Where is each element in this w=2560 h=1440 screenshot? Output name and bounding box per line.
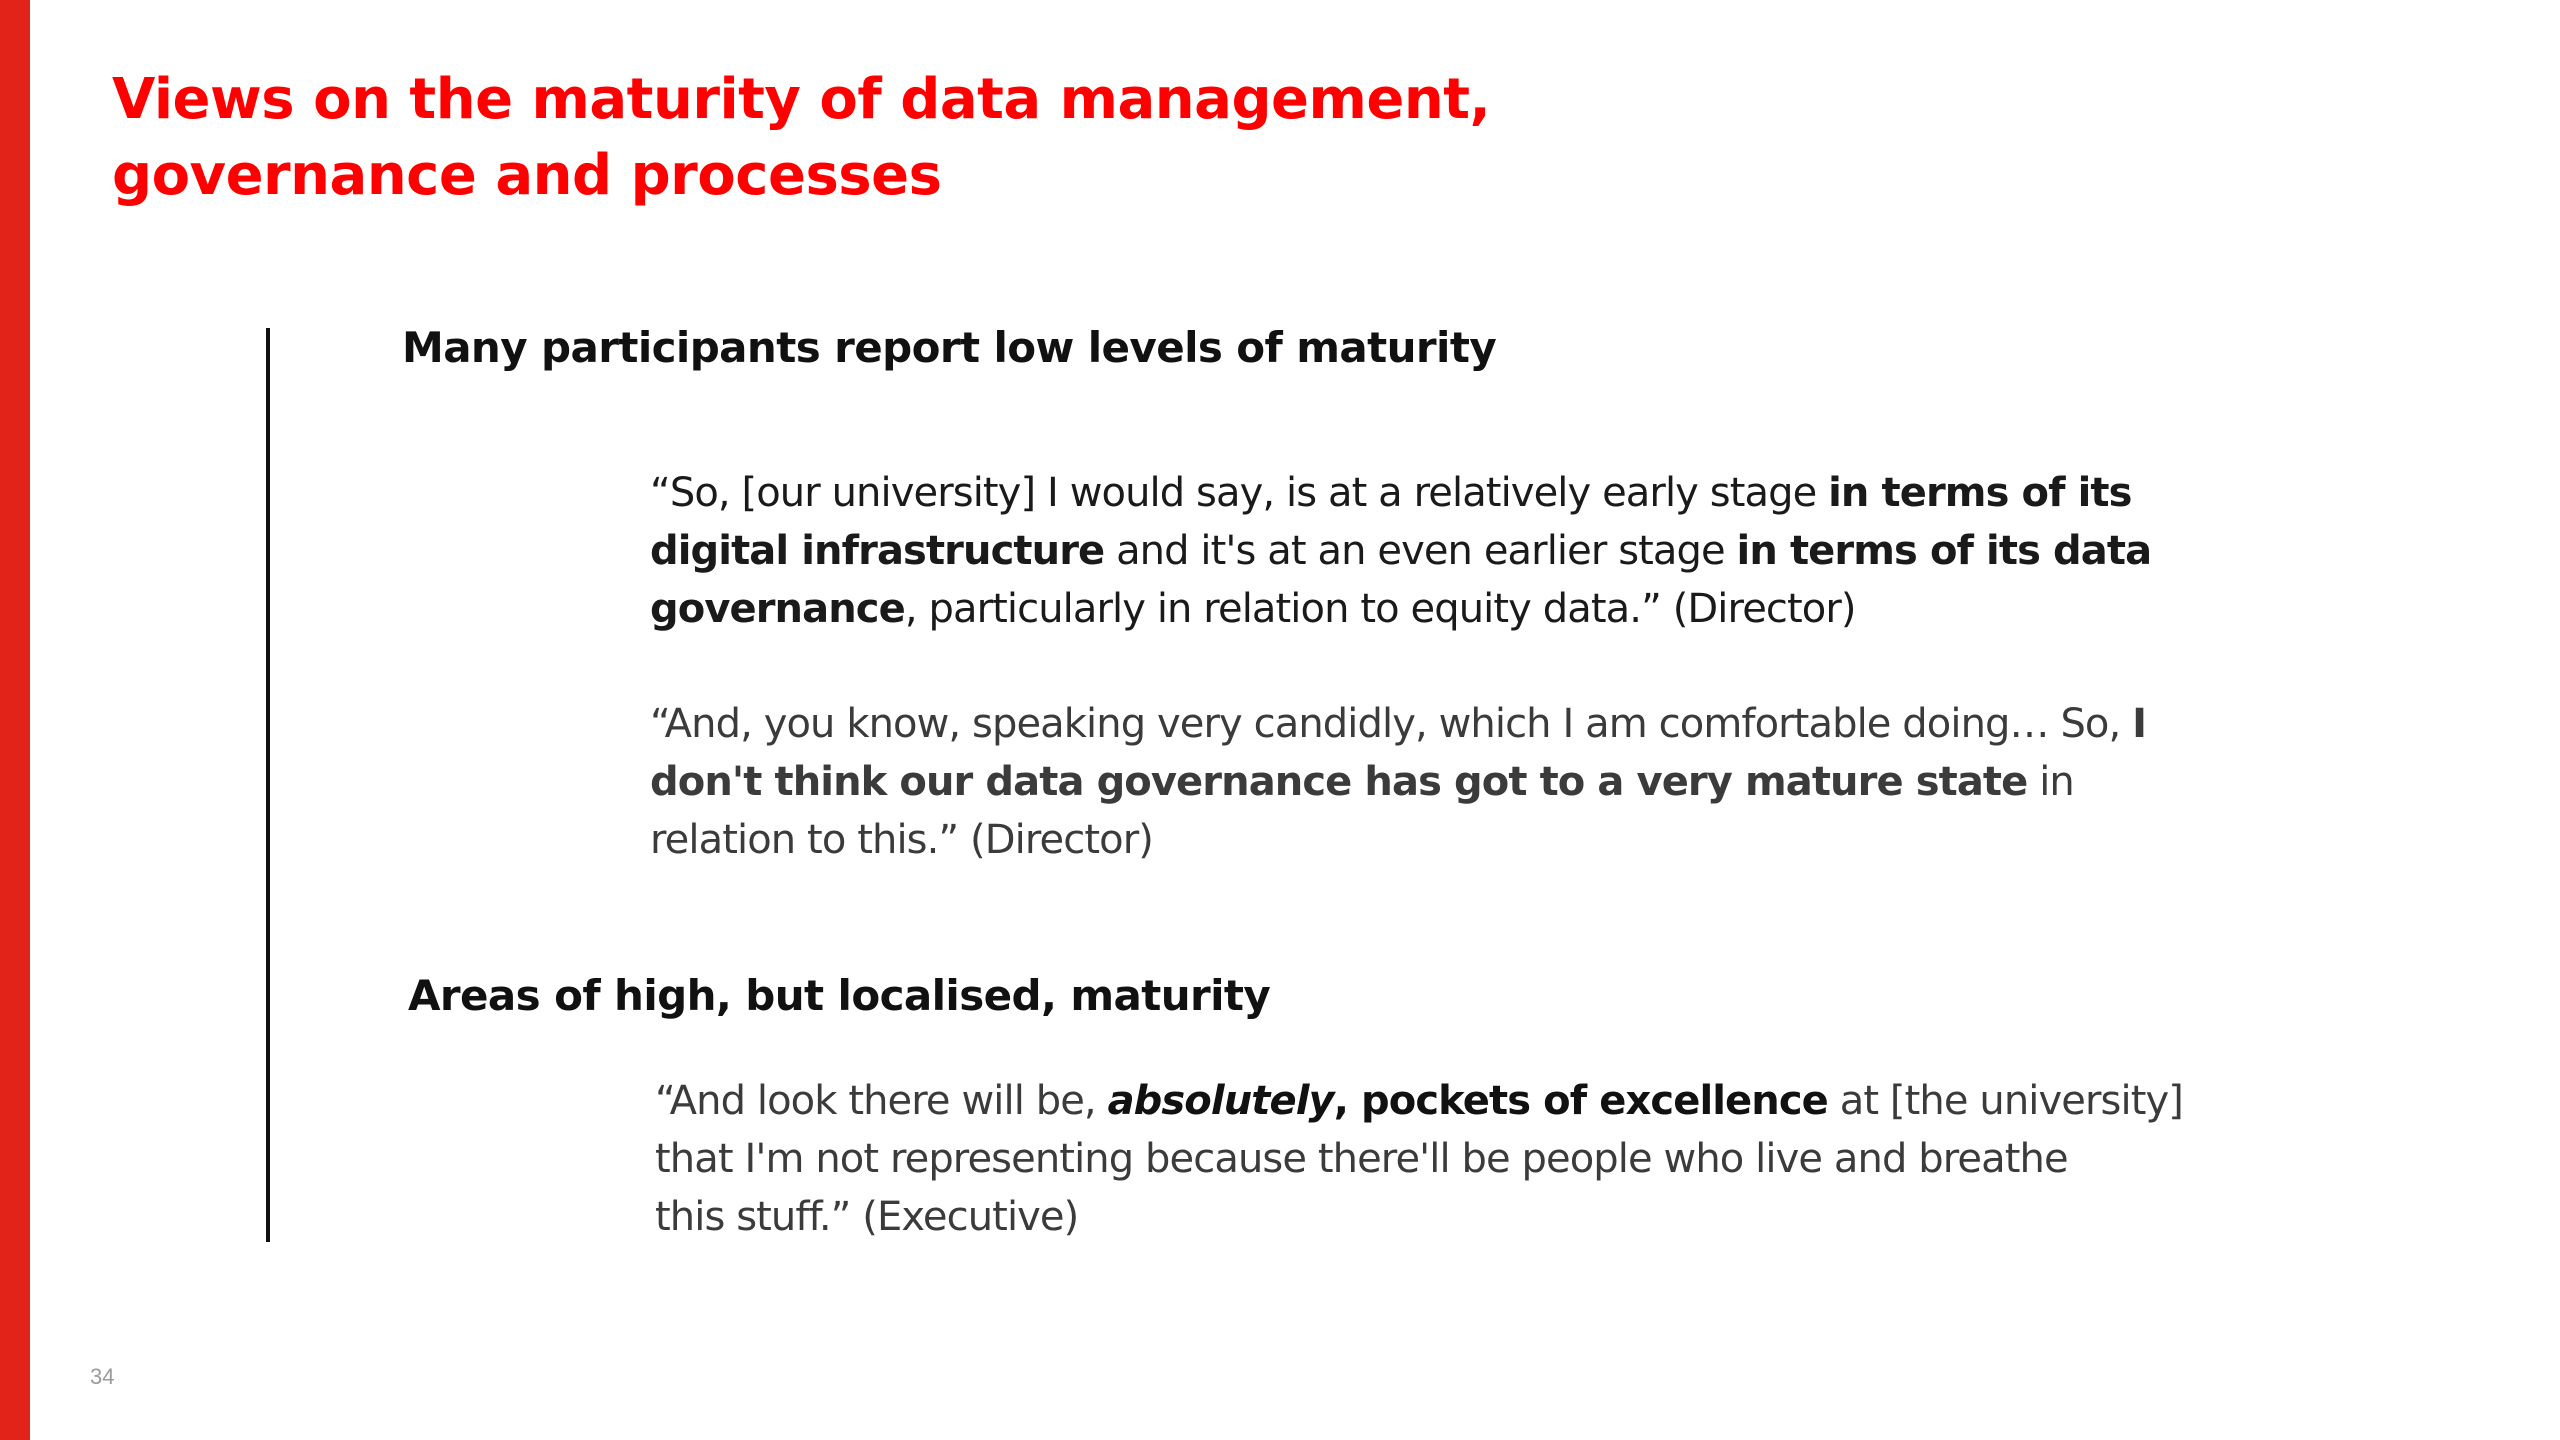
quote-director-early-stage <box>650 464 2151 638</box>
section-heading-localised-maturity: Areas of high, but localised, maturity <box>408 971 1271 1020</box>
quote-emphasis: I <box>2132 701 2147 747</box>
quote-line <box>650 695 2146 753</box>
quote-emphasis-italic <box>1108 1078 1334 1124</box>
quote-text: and it's at an even earlier stage <box>1104 528 1737 574</box>
quote-line <box>650 580 2151 638</box>
quote-text: that I'm not representing because there'll be people who live and breathe <box>655 1136 2068 1182</box>
quote-line <box>650 464 2151 522</box>
quote-line <box>650 753 2146 811</box>
quote-emphasis: digital infrastructure <box>650 528 1105 574</box>
quote-line <box>655 1130 2183 1188</box>
quote-line <box>650 522 2151 580</box>
slide-title-line-1: Views on the maturity of data management, <box>112 67 1491 132</box>
quote-emphasis: governance <box>650 586 905 632</box>
quote-line <box>655 1188 2183 1246</box>
accent-bar <box>0 0 30 1440</box>
quote-text: in <box>2027 759 2074 805</box>
slide-title <box>112 62 1812 214</box>
quote-italic: absolutely <box>1107 1078 1334 1124</box>
quote-director-not-mature <box>650 695 2146 869</box>
quote-emphasis: in terms of its data <box>1736 528 2152 574</box>
slide-title-line-2: governance and processes <box>112 143 942 208</box>
quote-text: at [the university] <box>1827 1078 2183 1124</box>
section-heading-low-maturity: Many participants report low levels of maturity <box>402 323 1497 372</box>
quote-text: “And look there will be, <box>655 1078 1108 1124</box>
quote-emphasis: in terms of its <box>1828 470 2132 516</box>
quote-line <box>655 1072 2183 1130</box>
quote-line <box>650 811 2146 869</box>
quote-executive-pockets <box>655 1072 2183 1246</box>
quote-text: , particularly in relation to equity data.” (Director) <box>904 586 1856 632</box>
quote-text: this stuff.” (Executive) <box>655 1194 1079 1240</box>
quote-emphasis: , pockets of excellence <box>1333 1078 1828 1124</box>
quote-text: “So, [our university] I would say, is at a relatively early stage <box>650 470 1829 516</box>
quote-text: “And, you know, speaking very candidly, which I am comfortable doing… So, <box>650 701 2133 747</box>
quote-emphasis: don't think our data governance has got to a very mature state <box>650 759 2028 805</box>
quote-text: relation to this.” (Director) <box>650 817 1153 863</box>
vertical-divider <box>266 328 270 1242</box>
page-number: 34 <box>90 1364 115 1389</box>
